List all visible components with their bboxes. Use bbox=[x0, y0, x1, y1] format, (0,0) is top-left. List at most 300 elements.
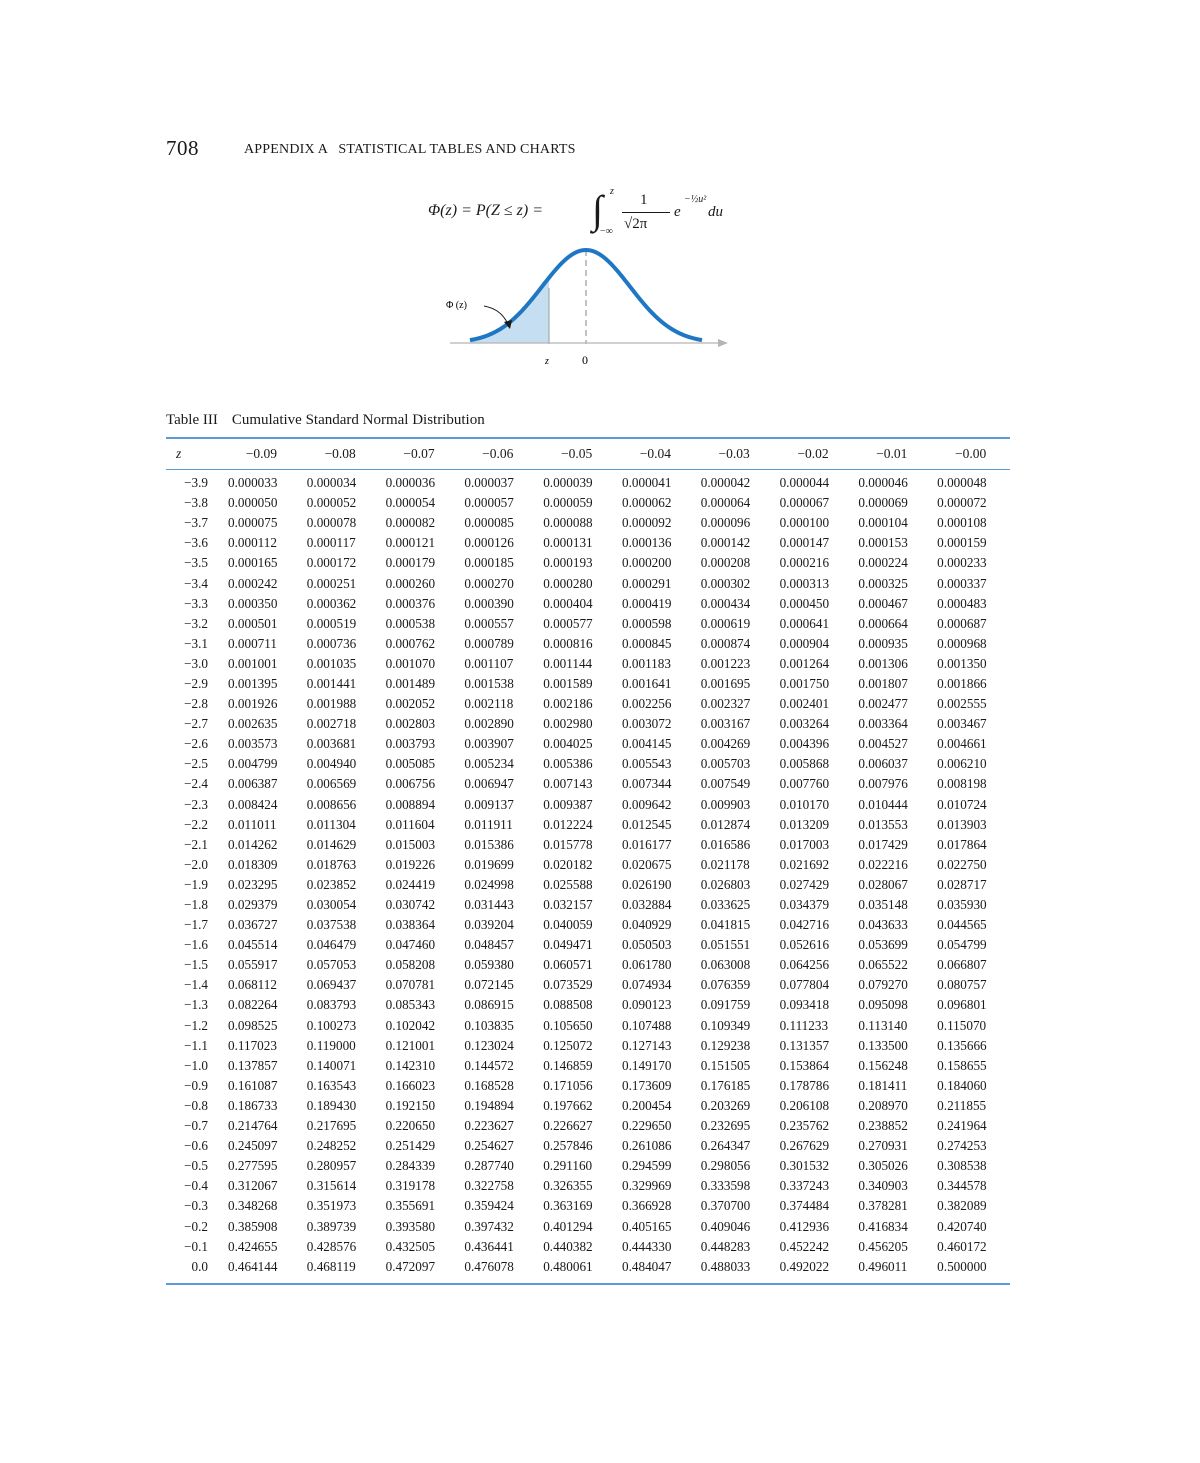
probability-cell: 0.102042 bbox=[385, 1017, 436, 1033]
probability-cell: 0.420740 bbox=[937, 1218, 987, 1234]
probability-cell: 0.000404 bbox=[543, 595, 593, 611]
probability-cell: 0.058208 bbox=[385, 957, 436, 973]
probability-cell: 0.013209 bbox=[779, 816, 830, 832]
probability-cell: 0.146859 bbox=[543, 1057, 593, 1073]
probability-cell: 0.001395 bbox=[228, 675, 278, 691]
probability-cell: 0.002327 bbox=[700, 696, 751, 712]
probability-cell: 0.095098 bbox=[858, 997, 908, 1013]
probability-cell: 0.000108 bbox=[937, 515, 987, 531]
axis-arrowhead bbox=[718, 339, 728, 347]
table-row bbox=[166, 634, 1010, 654]
probability-cell: 0.171056 bbox=[543, 1077, 593, 1093]
probability-cell: 0.003793 bbox=[385, 736, 436, 752]
table-row bbox=[166, 1237, 1010, 1257]
probability-cell: 0.000185 bbox=[464, 555, 514, 571]
probability-cell: 0.382089 bbox=[937, 1198, 987, 1214]
probability-cell: 0.030742 bbox=[385, 897, 436, 913]
probability-cell: 0.057053 bbox=[306, 957, 357, 973]
probability-cell: 0.027429 bbox=[779, 876, 830, 892]
probability-cell: 0.452242 bbox=[779, 1238, 830, 1254]
zero-axis-label: 0 bbox=[582, 353, 588, 367]
probability-cell: 0.088508 bbox=[543, 997, 593, 1013]
table-row bbox=[166, 1096, 1010, 1116]
probability-cell: 0.401294 bbox=[543, 1218, 593, 1234]
probability-cell: 0.000687 bbox=[937, 615, 987, 631]
probability-cell: 0.049471 bbox=[543, 937, 593, 953]
z-value-cell: −2.6 bbox=[184, 736, 208, 752]
probability-cell: 0.308538 bbox=[937, 1158, 987, 1174]
probability-cell: 0.000117 bbox=[306, 535, 356, 551]
table-row bbox=[166, 835, 1010, 855]
probability-cell: 0.261086 bbox=[621, 1138, 672, 1154]
probability-cell: 0.351973 bbox=[306, 1198, 357, 1214]
probability-cell: 0.000085 bbox=[464, 515, 514, 531]
probability-cell: 0.000046 bbox=[858, 475, 908, 491]
probability-cell: 0.002401 bbox=[779, 696, 830, 712]
probability-cell: 0.284339 bbox=[385, 1158, 436, 1174]
probability-cell: 0.000762 bbox=[385, 635, 436, 651]
formula-integral: ∫ bbox=[592, 187, 603, 232]
probability-cell: 0.009642 bbox=[621, 796, 672, 812]
probability-cell: 0.226627 bbox=[543, 1118, 593, 1134]
column-header: −0.07 bbox=[380, 438, 459, 470]
z-value-cell: −3.6 bbox=[184, 535, 208, 551]
probability-cell: 0.002718 bbox=[306, 716, 357, 732]
probability-cell: 0.003364 bbox=[858, 716, 908, 732]
probability-cell: 0.055917 bbox=[228, 957, 278, 973]
probability-cell: 0.004396 bbox=[779, 736, 830, 752]
probability-cell: 0.004145 bbox=[621, 736, 672, 752]
probability-cell: 0.007344 bbox=[621, 776, 672, 792]
z-value-cell: −3.2 bbox=[184, 615, 208, 631]
probability-cell: 0.001926 bbox=[228, 696, 278, 712]
probability-cell: 0.020182 bbox=[543, 856, 593, 872]
probability-cell: 0.004025 bbox=[543, 736, 593, 752]
z-value-cell: −3.7 bbox=[184, 515, 208, 531]
running-title: APPENDIX A STATISTICAL TABLES AND CHARTS bbox=[244, 142, 576, 157]
probability-cell: 0.000598 bbox=[621, 615, 672, 631]
probability-cell: 0.133500 bbox=[858, 1037, 908, 1053]
probability-cell: 0.326355 bbox=[543, 1178, 593, 1194]
probability-cell: 0.066807 bbox=[937, 957, 987, 973]
column-header: −0.01 bbox=[852, 438, 931, 470]
probability-cell: 0.366928 bbox=[621, 1198, 672, 1214]
probability-cell: 0.000050 bbox=[228, 495, 278, 511]
probability-cell: 0.005868 bbox=[779, 756, 830, 772]
probability-cell: 0.000483 bbox=[937, 595, 987, 611]
probability-cell: 0.063008 bbox=[700, 957, 751, 973]
probability-cell: 0.002890 bbox=[464, 716, 514, 732]
probability-cell: 0.000434 bbox=[700, 595, 751, 611]
probability-cell: 0.028067 bbox=[858, 876, 908, 892]
probability-cell: 0.000337 bbox=[937, 575, 987, 591]
probability-cell: 0.093418 bbox=[779, 997, 830, 1013]
probability-cell: 0.008656 bbox=[306, 796, 357, 812]
probability-cell: 0.223627 bbox=[464, 1118, 514, 1134]
table-row bbox=[166, 734, 1010, 754]
probability-cell: 0.203269 bbox=[700, 1097, 751, 1113]
z-value-cell: −0.2 bbox=[184, 1218, 208, 1234]
probability-cell: 0.214764 bbox=[228, 1118, 278, 1134]
probability-cell: 0.000200 bbox=[621, 555, 672, 571]
probability-cell: 0.050503 bbox=[621, 937, 672, 953]
probability-cell: 0.001070 bbox=[385, 655, 436, 671]
probability-cell: 0.010724 bbox=[937, 796, 987, 812]
z-value-cell: −3.5 bbox=[184, 555, 208, 571]
probability-cell: 0.011604 bbox=[385, 816, 435, 832]
probability-cell: 0.000126 bbox=[464, 535, 514, 551]
probability-cell: 0.189430 bbox=[306, 1097, 357, 1113]
probability-cell: 0.054799 bbox=[937, 937, 987, 953]
probability-cell: 0.000419 bbox=[621, 595, 672, 611]
probability-cell: 0.000557 bbox=[464, 615, 514, 631]
probability-cell: 0.000042 bbox=[700, 475, 751, 491]
probability-cell: 0.009387 bbox=[543, 796, 593, 812]
probability-cell: 0.000165 bbox=[228, 555, 278, 571]
probability-cell: 0.232695 bbox=[700, 1118, 751, 1134]
probability-cell: 0.080757 bbox=[937, 977, 987, 993]
probability-cell: 0.355691 bbox=[385, 1198, 436, 1214]
probability-cell: 0.123024 bbox=[464, 1037, 514, 1053]
probability-cell: 0.098525 bbox=[228, 1017, 278, 1033]
probability-cell: 0.006387 bbox=[228, 776, 278, 792]
probability-cell: 0.051551 bbox=[700, 937, 751, 953]
probability-cell: 0.026803 bbox=[700, 876, 751, 892]
probability-cell: 0.000193 bbox=[543, 555, 593, 571]
probability-cell: 0.305026 bbox=[858, 1158, 908, 1174]
table-row bbox=[166, 1156, 1010, 1176]
probability-cell: 0.023295 bbox=[228, 876, 278, 892]
probability-cell: 0.000033 bbox=[228, 475, 278, 491]
probability-cell: 0.001441 bbox=[306, 675, 357, 691]
probability-cell: 0.405165 bbox=[621, 1218, 672, 1234]
probability-cell: 0.000935 bbox=[858, 635, 908, 651]
probability-cell: 0.032157 bbox=[543, 897, 593, 913]
probability-cell: 0.007976 bbox=[858, 776, 908, 792]
shaded-area bbox=[470, 278, 549, 343]
table-row bbox=[166, 1116, 1010, 1136]
probability-cell: 0.008198 bbox=[937, 776, 987, 792]
probability-cell: 0.015003 bbox=[385, 836, 436, 852]
probability-cell: 0.086915 bbox=[464, 997, 514, 1013]
probability-cell: 0.301532 bbox=[779, 1158, 830, 1174]
probability-cell: 0.117023 bbox=[228, 1037, 277, 1053]
probability-cell: 0.181411 bbox=[858, 1077, 908, 1093]
probability-cell: 0.065522 bbox=[858, 957, 908, 973]
probability-cell: 0.166023 bbox=[385, 1077, 436, 1093]
probability-cell: 0.005386 bbox=[543, 756, 593, 772]
table-row bbox=[166, 875, 1010, 895]
table-row bbox=[166, 1176, 1010, 1196]
probability-cell: 0.168528 bbox=[464, 1077, 514, 1093]
probability-cell: 0.000302 bbox=[700, 575, 751, 591]
probability-cell: 0.038364 bbox=[385, 917, 436, 933]
probability-cell: 0.001306 bbox=[858, 655, 908, 671]
probability-cell: 0.270931 bbox=[858, 1138, 908, 1154]
probability-cell: 0.005085 bbox=[385, 756, 436, 772]
probability-cell: 0.000092 bbox=[621, 515, 672, 531]
probability-cell: 0.003072 bbox=[621, 716, 672, 732]
probability-cell: 0.121001 bbox=[385, 1037, 436, 1053]
probability-cell: 0.135666 bbox=[937, 1037, 987, 1053]
probability-cell: 0.000100 bbox=[779, 515, 830, 531]
probability-cell: 0.009903 bbox=[700, 796, 751, 812]
probability-cell: 0.012545 bbox=[621, 816, 672, 832]
probability-cell: 0.000224 bbox=[858, 555, 908, 571]
formula-exponent: −½u² bbox=[684, 194, 707, 205]
table-row bbox=[166, 935, 1010, 955]
probability-cell: 0.018309 bbox=[228, 856, 278, 872]
table-row bbox=[166, 533, 1010, 553]
probability-cell: 0.002555 bbox=[937, 696, 987, 712]
probability-cell: 0.040929 bbox=[621, 917, 672, 933]
probability-cell: 0.344578 bbox=[937, 1178, 987, 1194]
formula-fraction-bar bbox=[622, 212, 670, 213]
probability-cell: 0.217695 bbox=[306, 1118, 357, 1134]
probability-cell: 0.000350 bbox=[228, 595, 278, 611]
probability-cell: 0.001988 bbox=[306, 696, 357, 712]
table-row bbox=[166, 714, 1010, 734]
probability-cell: 0.000216 bbox=[779, 555, 830, 571]
probability-cell: 0.186733 bbox=[228, 1097, 278, 1113]
probability-cell: 0.125072 bbox=[543, 1037, 593, 1053]
z-value-cell: 0.0 bbox=[191, 1258, 208, 1274]
probability-cell: 0.245097 bbox=[228, 1138, 278, 1154]
z-value-cell: −2.9 bbox=[184, 675, 208, 691]
table-caption-description: Cumulative Standard Normal Distribution bbox=[231, 412, 485, 428]
probability-cell: 0.001750 bbox=[779, 675, 830, 691]
probability-cell: 0.161087 bbox=[228, 1077, 278, 1093]
probability-cell: 0.017429 bbox=[858, 836, 908, 852]
formula-differential: du bbox=[708, 204, 723, 220]
table-row bbox=[166, 1016, 1010, 1036]
probability-cell: 0.028717 bbox=[937, 876, 987, 892]
probability-cell: 0.006756 bbox=[385, 776, 436, 792]
table-row bbox=[166, 614, 1010, 634]
probability-cell: 0.000736 bbox=[306, 635, 357, 651]
probability-cell: 0.440382 bbox=[543, 1238, 593, 1254]
probability-cell: 0.460172 bbox=[937, 1238, 987, 1254]
probability-cell: 0.322758 bbox=[464, 1178, 514, 1194]
z-value-cell: −1.8 bbox=[184, 897, 208, 913]
probability-cell: 0.000280 bbox=[543, 575, 593, 591]
probability-cell: 0.111233 bbox=[779, 1017, 829, 1033]
probability-cell: 0.200454 bbox=[621, 1097, 672, 1113]
probability-cell: 0.068112 bbox=[228, 977, 277, 993]
probability-cell: 0.003907 bbox=[464, 736, 514, 752]
table-row bbox=[166, 513, 1010, 533]
probability-cell: 0.000291 bbox=[621, 575, 672, 591]
probability-cell: 0.006210 bbox=[937, 756, 987, 772]
formula-exp-base: e bbox=[674, 204, 681, 220]
probability-cell: 0.397432 bbox=[464, 1218, 514, 1234]
probability-cell: 0.011011 bbox=[228, 816, 277, 832]
probability-cell: 0.033625 bbox=[700, 897, 751, 913]
probability-cell: 0.046479 bbox=[306, 937, 357, 953]
table-row bbox=[166, 1196, 1010, 1216]
probability-cell: 0.000233 bbox=[937, 555, 987, 571]
probability-cell: 0.000112 bbox=[228, 535, 277, 551]
probability-cell: 0.001001 bbox=[228, 655, 278, 671]
probability-cell: 0.153864 bbox=[779, 1057, 830, 1073]
probability-cell: 0.000121 bbox=[385, 535, 436, 551]
probability-cell: 0.000390 bbox=[464, 595, 514, 611]
z-value-cell: −2.4 bbox=[184, 776, 208, 792]
probability-cell: 0.031443 bbox=[464, 897, 514, 913]
probability-cell: 0.001866 bbox=[937, 675, 987, 691]
probability-cell: 0.000147 bbox=[779, 535, 830, 551]
probability-cell: 0.000450 bbox=[779, 595, 830, 611]
probability-cell: 0.241964 bbox=[937, 1118, 987, 1134]
probability-cell: 0.045514 bbox=[228, 937, 278, 953]
probability-cell: 0.348268 bbox=[228, 1198, 278, 1214]
probability-cell: 0.013903 bbox=[937, 816, 987, 832]
probability-cell: 0.002186 bbox=[543, 696, 593, 712]
probability-cell: 0.004527 bbox=[858, 736, 908, 752]
probability-cell: 0.000039 bbox=[543, 475, 593, 491]
z-value-cell: −1.2 bbox=[184, 1017, 208, 1033]
probability-cell: 0.041815 bbox=[700, 917, 751, 933]
probability-cell: 0.409046 bbox=[700, 1218, 751, 1234]
z-value-cell: −3.4 bbox=[184, 575, 208, 591]
probability-cell: 0.378281 bbox=[858, 1198, 908, 1214]
z-value-cell: −3.1 bbox=[184, 635, 208, 651]
probability-cell: 0.416834 bbox=[858, 1218, 908, 1234]
probability-cell: 0.006569 bbox=[306, 776, 357, 792]
probability-cell: 0.025588 bbox=[543, 876, 593, 892]
table-row bbox=[166, 955, 1010, 975]
probability-cell: 0.004661 bbox=[937, 736, 987, 752]
probability-cell: 0.053699 bbox=[858, 937, 908, 953]
normal-curve-figure bbox=[430, 236, 750, 376]
probability-cell: 0.277595 bbox=[228, 1158, 278, 1174]
z-value-cell: −2.7 bbox=[184, 716, 208, 732]
probability-cell: 0.105650 bbox=[543, 1017, 593, 1033]
probability-cell: 0.059380 bbox=[464, 957, 514, 973]
probability-cell: 0.194894 bbox=[464, 1097, 514, 1113]
probability-cell: 0.000052 bbox=[306, 495, 357, 511]
probability-cell: 0.496011 bbox=[858, 1258, 908, 1274]
probability-cell: 0.151505 bbox=[700, 1057, 751, 1073]
probability-cell: 0.000968 bbox=[937, 635, 987, 651]
probability-cell: 0.000325 bbox=[858, 575, 908, 591]
probability-cell: 0.248252 bbox=[306, 1138, 357, 1154]
normal-curve-svg bbox=[430, 236, 750, 376]
probability-cell: 0.287740 bbox=[464, 1158, 514, 1174]
z-value-cell: −2.2 bbox=[184, 816, 208, 832]
probability-cell: 0.004269 bbox=[700, 736, 751, 752]
probability-cell: 0.312067 bbox=[228, 1178, 278, 1194]
probability-cell: 0.211855 bbox=[937, 1097, 987, 1113]
table-row bbox=[166, 594, 1010, 614]
probability-cell: 0.119000 bbox=[306, 1037, 356, 1053]
probability-cell: 0.142310 bbox=[385, 1057, 436, 1073]
probability-cell: 0.003467 bbox=[937, 716, 987, 732]
probability-cell: 0.176185 bbox=[700, 1077, 751, 1093]
probability-cell: 0.492022 bbox=[779, 1258, 830, 1274]
column-header: −0.08 bbox=[301, 438, 380, 470]
probability-cell: 0.002256 bbox=[621, 696, 672, 712]
probability-cell: 0.000816 bbox=[543, 635, 593, 651]
probability-cell: 0.021178 bbox=[700, 856, 750, 872]
z-value-cell: −3.9 bbox=[184, 475, 208, 491]
table-body bbox=[166, 470, 1010, 1284]
probability-cell: 0.032884 bbox=[621, 897, 672, 913]
probability-cell: 0.000179 bbox=[385, 555, 436, 571]
probability-cell: 0.011304 bbox=[306, 816, 356, 832]
probability-cell: 0.264347 bbox=[700, 1138, 751, 1154]
probability-cell: 0.197662 bbox=[543, 1097, 593, 1113]
table-row bbox=[166, 573, 1010, 593]
probability-cell: 0.011911 bbox=[464, 816, 513, 832]
probability-cell: 0.048457 bbox=[464, 937, 514, 953]
probability-cell: 0.100273 bbox=[306, 1017, 357, 1033]
probability-cell: 0.000260 bbox=[385, 575, 436, 591]
probability-cell: 0.040059 bbox=[543, 917, 593, 933]
table-row bbox=[166, 995, 1010, 1015]
table-row bbox=[166, 470, 1010, 494]
probability-cell: 0.140071 bbox=[306, 1057, 357, 1073]
probability-cell: 0.115070 bbox=[937, 1017, 987, 1033]
probability-cell: 0.472097 bbox=[385, 1258, 436, 1274]
probability-cell: 0.000067 bbox=[779, 495, 830, 511]
probability-cell: 0.000136 bbox=[621, 535, 672, 551]
probability-cell: 0.298056 bbox=[700, 1158, 751, 1174]
probability-cell: 0.000037 bbox=[464, 475, 514, 491]
table-row bbox=[166, 754, 1010, 774]
probability-cell: 0.163543 bbox=[306, 1077, 357, 1093]
probability-cell: 0.014262 bbox=[228, 836, 278, 852]
table-row bbox=[166, 674, 1010, 694]
probability-cell: 0.393580 bbox=[385, 1218, 436, 1234]
table-row bbox=[166, 493, 1010, 513]
z-value-cell: −3.0 bbox=[184, 655, 208, 671]
probability-cell: 0.238852 bbox=[858, 1118, 908, 1134]
probability-cell: 0.061780 bbox=[621, 957, 672, 973]
probability-cell: 0.010170 bbox=[779, 796, 830, 812]
probability-cell: 0.251429 bbox=[385, 1138, 436, 1154]
probability-cell: 0.156248 bbox=[858, 1057, 908, 1073]
probability-cell: 0.029379 bbox=[228, 897, 278, 913]
probability-cell: 0.389739 bbox=[306, 1218, 357, 1234]
z-value-cell: −1.4 bbox=[184, 977, 208, 993]
probability-cell: 0.229650 bbox=[621, 1118, 672, 1134]
probability-cell: 0.008424 bbox=[228, 796, 278, 812]
probability-cell: 0.000904 bbox=[779, 635, 830, 651]
z-value-cell: −2.5 bbox=[184, 756, 208, 772]
probability-cell: 0.042716 bbox=[779, 917, 830, 933]
probability-cell: 0.184060 bbox=[937, 1077, 987, 1093]
probability-cell: 0.113140 bbox=[858, 1017, 908, 1033]
probability-cell: 0.000519 bbox=[306, 615, 357, 631]
probability-cell: 0.333598 bbox=[700, 1178, 751, 1194]
probability-cell: 0.017864 bbox=[937, 836, 987, 852]
table-row bbox=[166, 694, 1010, 714]
probability-cell: 0.009137 bbox=[464, 796, 514, 812]
probability-cell: 0.043633 bbox=[858, 917, 908, 933]
table-row bbox=[166, 975, 1010, 995]
probability-cell: 0.012224 bbox=[543, 816, 593, 832]
probability-cell: 0.002052 bbox=[385, 696, 436, 712]
formula-numerator: 1 bbox=[640, 192, 648, 208]
probability-cell: 0.000078 bbox=[306, 515, 357, 531]
probability-cell: 0.294599 bbox=[621, 1158, 672, 1174]
probability-cell: 0.001223 bbox=[700, 655, 751, 671]
probability-cell: 0.014629 bbox=[306, 836, 357, 852]
table-row bbox=[166, 1036, 1010, 1056]
probability-cell: 0.000467 bbox=[858, 595, 908, 611]
probability-cell: 0.019226 bbox=[385, 856, 436, 872]
